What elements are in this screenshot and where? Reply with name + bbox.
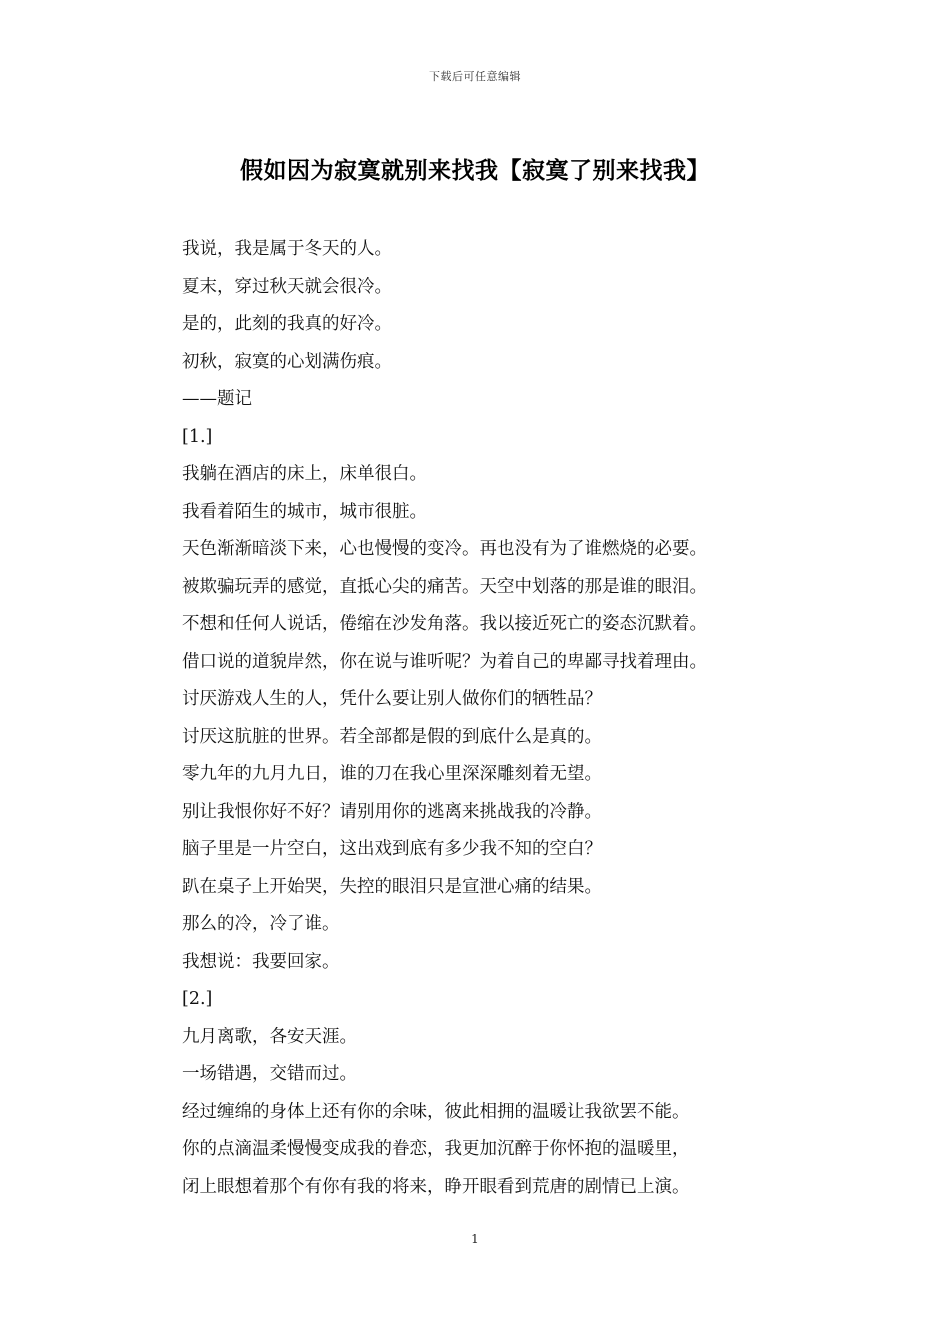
page-number: 1 [471, 1232, 479, 1246]
text-line: 你的点滴温柔慢慢变成我的眷恋，我更加沉醉于你怀抱的温暖里， [182, 1139, 690, 1159]
text-line: 我想说：我要回家。 [182, 951, 340, 972]
section-marker: [2.] [182, 989, 213, 1009]
text-line: 那么的冷，冷了谁。 [182, 914, 340, 934]
epigraph-attribution: ——题记 [182, 389, 252, 409]
text-line: 我说，我是属于冬天的人。 [182, 239, 392, 259]
text-line: 我躺在酒店的床上，床单很白。 [182, 464, 427, 484]
text-line: 不想和任何人说话，倦缩在沙发角落。我以接近死亡的姿态沉默着。 [182, 614, 707, 634]
text-line: 趴在桌子上开始哭，失控的眼泪只是宣泄心痛的结果。 [182, 876, 602, 897]
text-line: 初秋，寂寞的心划满伤痕。 [182, 351, 392, 372]
text-line: 零九年的九月九日，谁的刀在我心里深深雕刻着无望。 [182, 764, 602, 784]
text-line: 夏末，穿过秋天就会很冷。 [182, 276, 392, 297]
text-line: 被欺骗玩弄的感觉，直抵心尖的痛苦。天空中划落的那是谁的眼泪。 [182, 576, 707, 597]
text-line: 讨厌这肮脏的世界。若全部都是假的到底什么是真的。 [182, 726, 602, 747]
text-line: 经过缠绵的身体上还有你的余味，彼此相拥的温暖让我欲罢不能。 [182, 1101, 690, 1122]
text-line: 一场错遇，交错而过。 [182, 1064, 357, 1084]
text-line: 九月离歌，各安天涯。 [182, 1026, 357, 1047]
section-marker: [1.] [182, 426, 213, 447]
text-line: 是的，此刻的我真的好冷。 [182, 314, 392, 334]
document-title: 假如因为寂寞就别来找我【寂寞了别来找我】 [240, 157, 710, 184]
text-line: 脑子里是一片空白，这出戏到底有多少我不知的空白？ [182, 839, 602, 859]
text-line: 天色渐渐暗淡下来，心也慢慢的变冷。再也没有为了谁燃烧的必要。 [182, 539, 707, 559]
text-line: 借口说的道貌岸然，你在说与谁听呢？为着自己的卑鄙寻找着理由。 [182, 651, 707, 672]
text-line: 我看着陌生的城市，城市很脏。 [182, 501, 427, 522]
text-line: 别让我恨你好不好？请别用你的逃离来挑战我的冷静。 [182, 801, 602, 822]
page-header-note: 下载后可任意编辑 [429, 70, 521, 83]
text-line: 闭上眼想着那个有你有我的将来，睁开眼看到荒唐的剧情已上演。 [182, 1176, 690, 1197]
text-line: 讨厌游戏人生的人，凭什么要让别人做你们的牺牲品？ [182, 689, 602, 709]
document-body [182, 235, 782, 1210]
